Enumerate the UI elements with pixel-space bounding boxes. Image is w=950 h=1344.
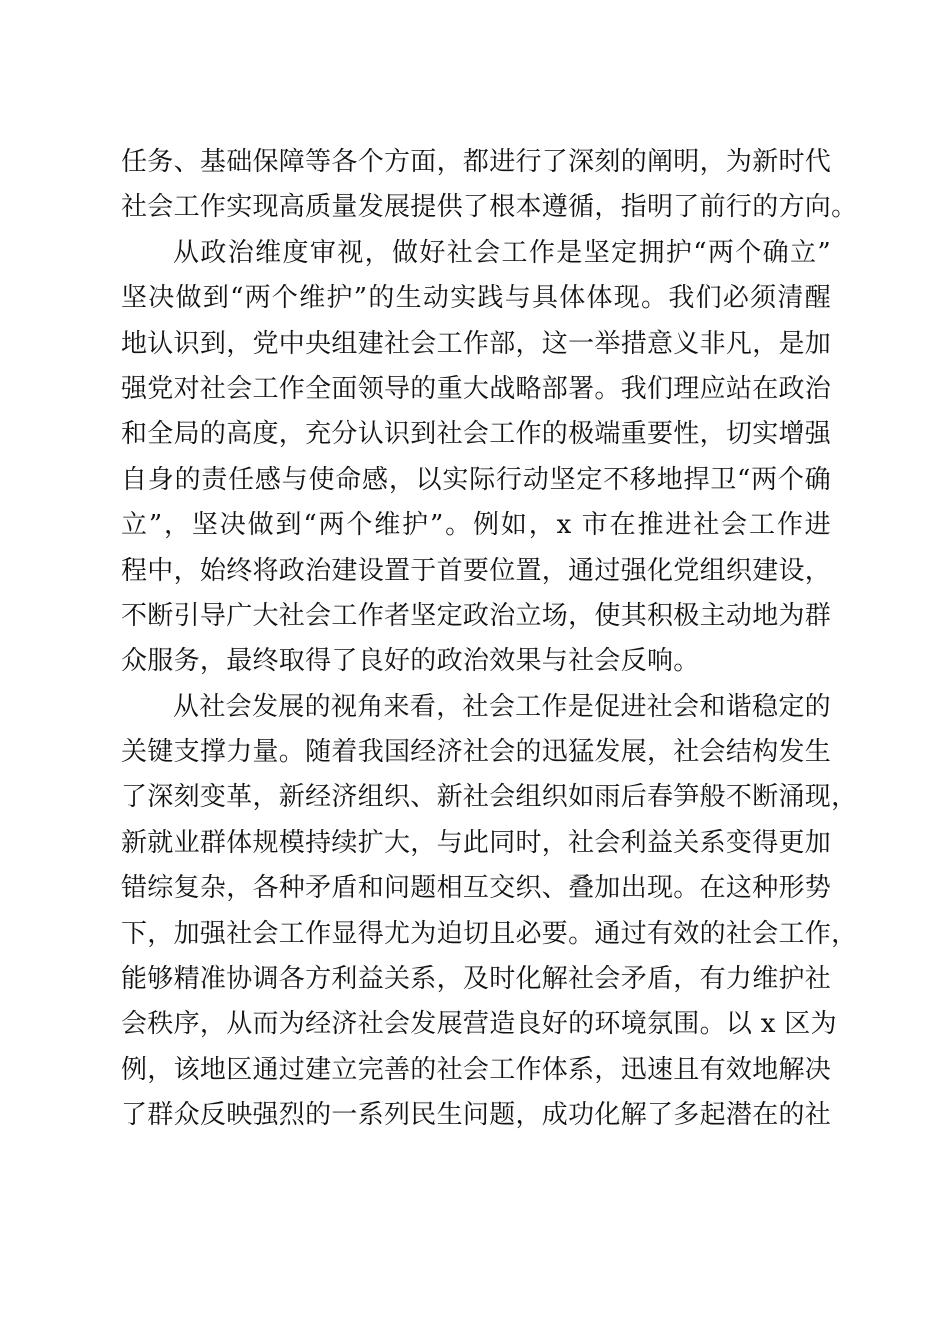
text-line: 坚决做到“两个维护”的生动实践与具体体现。我们必须清醒 [121, 283, 831, 314]
text-line: 新就业群体规模持续扩大，与此同时，社会利益关系变得更加 [121, 827, 832, 858]
text-line: 能够精准协调各方利益关系，及时化解社会矛盾，有力维护社 [121, 964, 832, 995]
text-line: 强党对社会工作全面领导的重大战略部署。我们理应站在政治 [121, 373, 832, 404]
text-line: 了群众反映强烈的一系列民生问题，成功化解了多起潜在的社 [121, 1100, 832, 1131]
text-line: 关键支撑力量。随着我国经济社会的迅猛发展，社会结构发生 [121, 737, 832, 768]
text-line: 会秩序，从而为经济社会发展营造良好的环境氛围。以 x 区为 [121, 1009, 837, 1040]
text-line: 不断引导广大社会工作者坚定政治立场，使其积极主动地为群 [121, 600, 832, 631]
paragraph-start-line: 从社会发展的视角来看，社会工作是促进社会和谐稳定的 [173, 691, 831, 722]
paragraph-end-line: 众服务，最终取得了良好的政治效果与社会反响。 [121, 646, 700, 677]
text-line: 下，加强社会工作显得尤为迫切且必要。通过有效的社会工作， [121, 918, 858, 949]
text-line: 错综复杂，各种矛盾和问题相互交织、叠加出现。在这种形势 [121, 873, 832, 904]
text-line: 例，该地区通过建立完善的社会工作体系，迅速且有效地解决 [121, 1054, 832, 1085]
text-line: 地认识到，党中央组建社会工作部，这一举措意义非凡，是加 [121, 328, 832, 359]
text-line: 立”，坚决做到“两个维护”。例如，x 市在推进社会工作进 [121, 510, 831, 541]
text-line: 社会工作实现高质量发展提供了根本遵循，指明了前行的方向。 [121, 192, 858, 223]
body-text [121, 140, 858, 1139]
text-line: 和全局的高度，充分认识到社会工作的极端重要性，切实增强 [121, 419, 832, 450]
text-line: 了深刻变革，新经济组织、新社会组织如雨后春笋般不断涌现， [121, 782, 858, 813]
paragraph-start-line: 从政治维度审视，做好社会工作是坚定拥护“两个确立” [173, 237, 831, 268]
text-line: 自身的责任感与使命感，以实际行动坚定不移地捍卫“两个确 [121, 464, 831, 495]
text-line: 任务、基础保障等各个方面，都进行了深刻的阐明，为新时代 [121, 147, 832, 177]
text-line: 程中，始终将政治建设置于首要位置，通过强化党组织建设， [121, 555, 832, 586]
